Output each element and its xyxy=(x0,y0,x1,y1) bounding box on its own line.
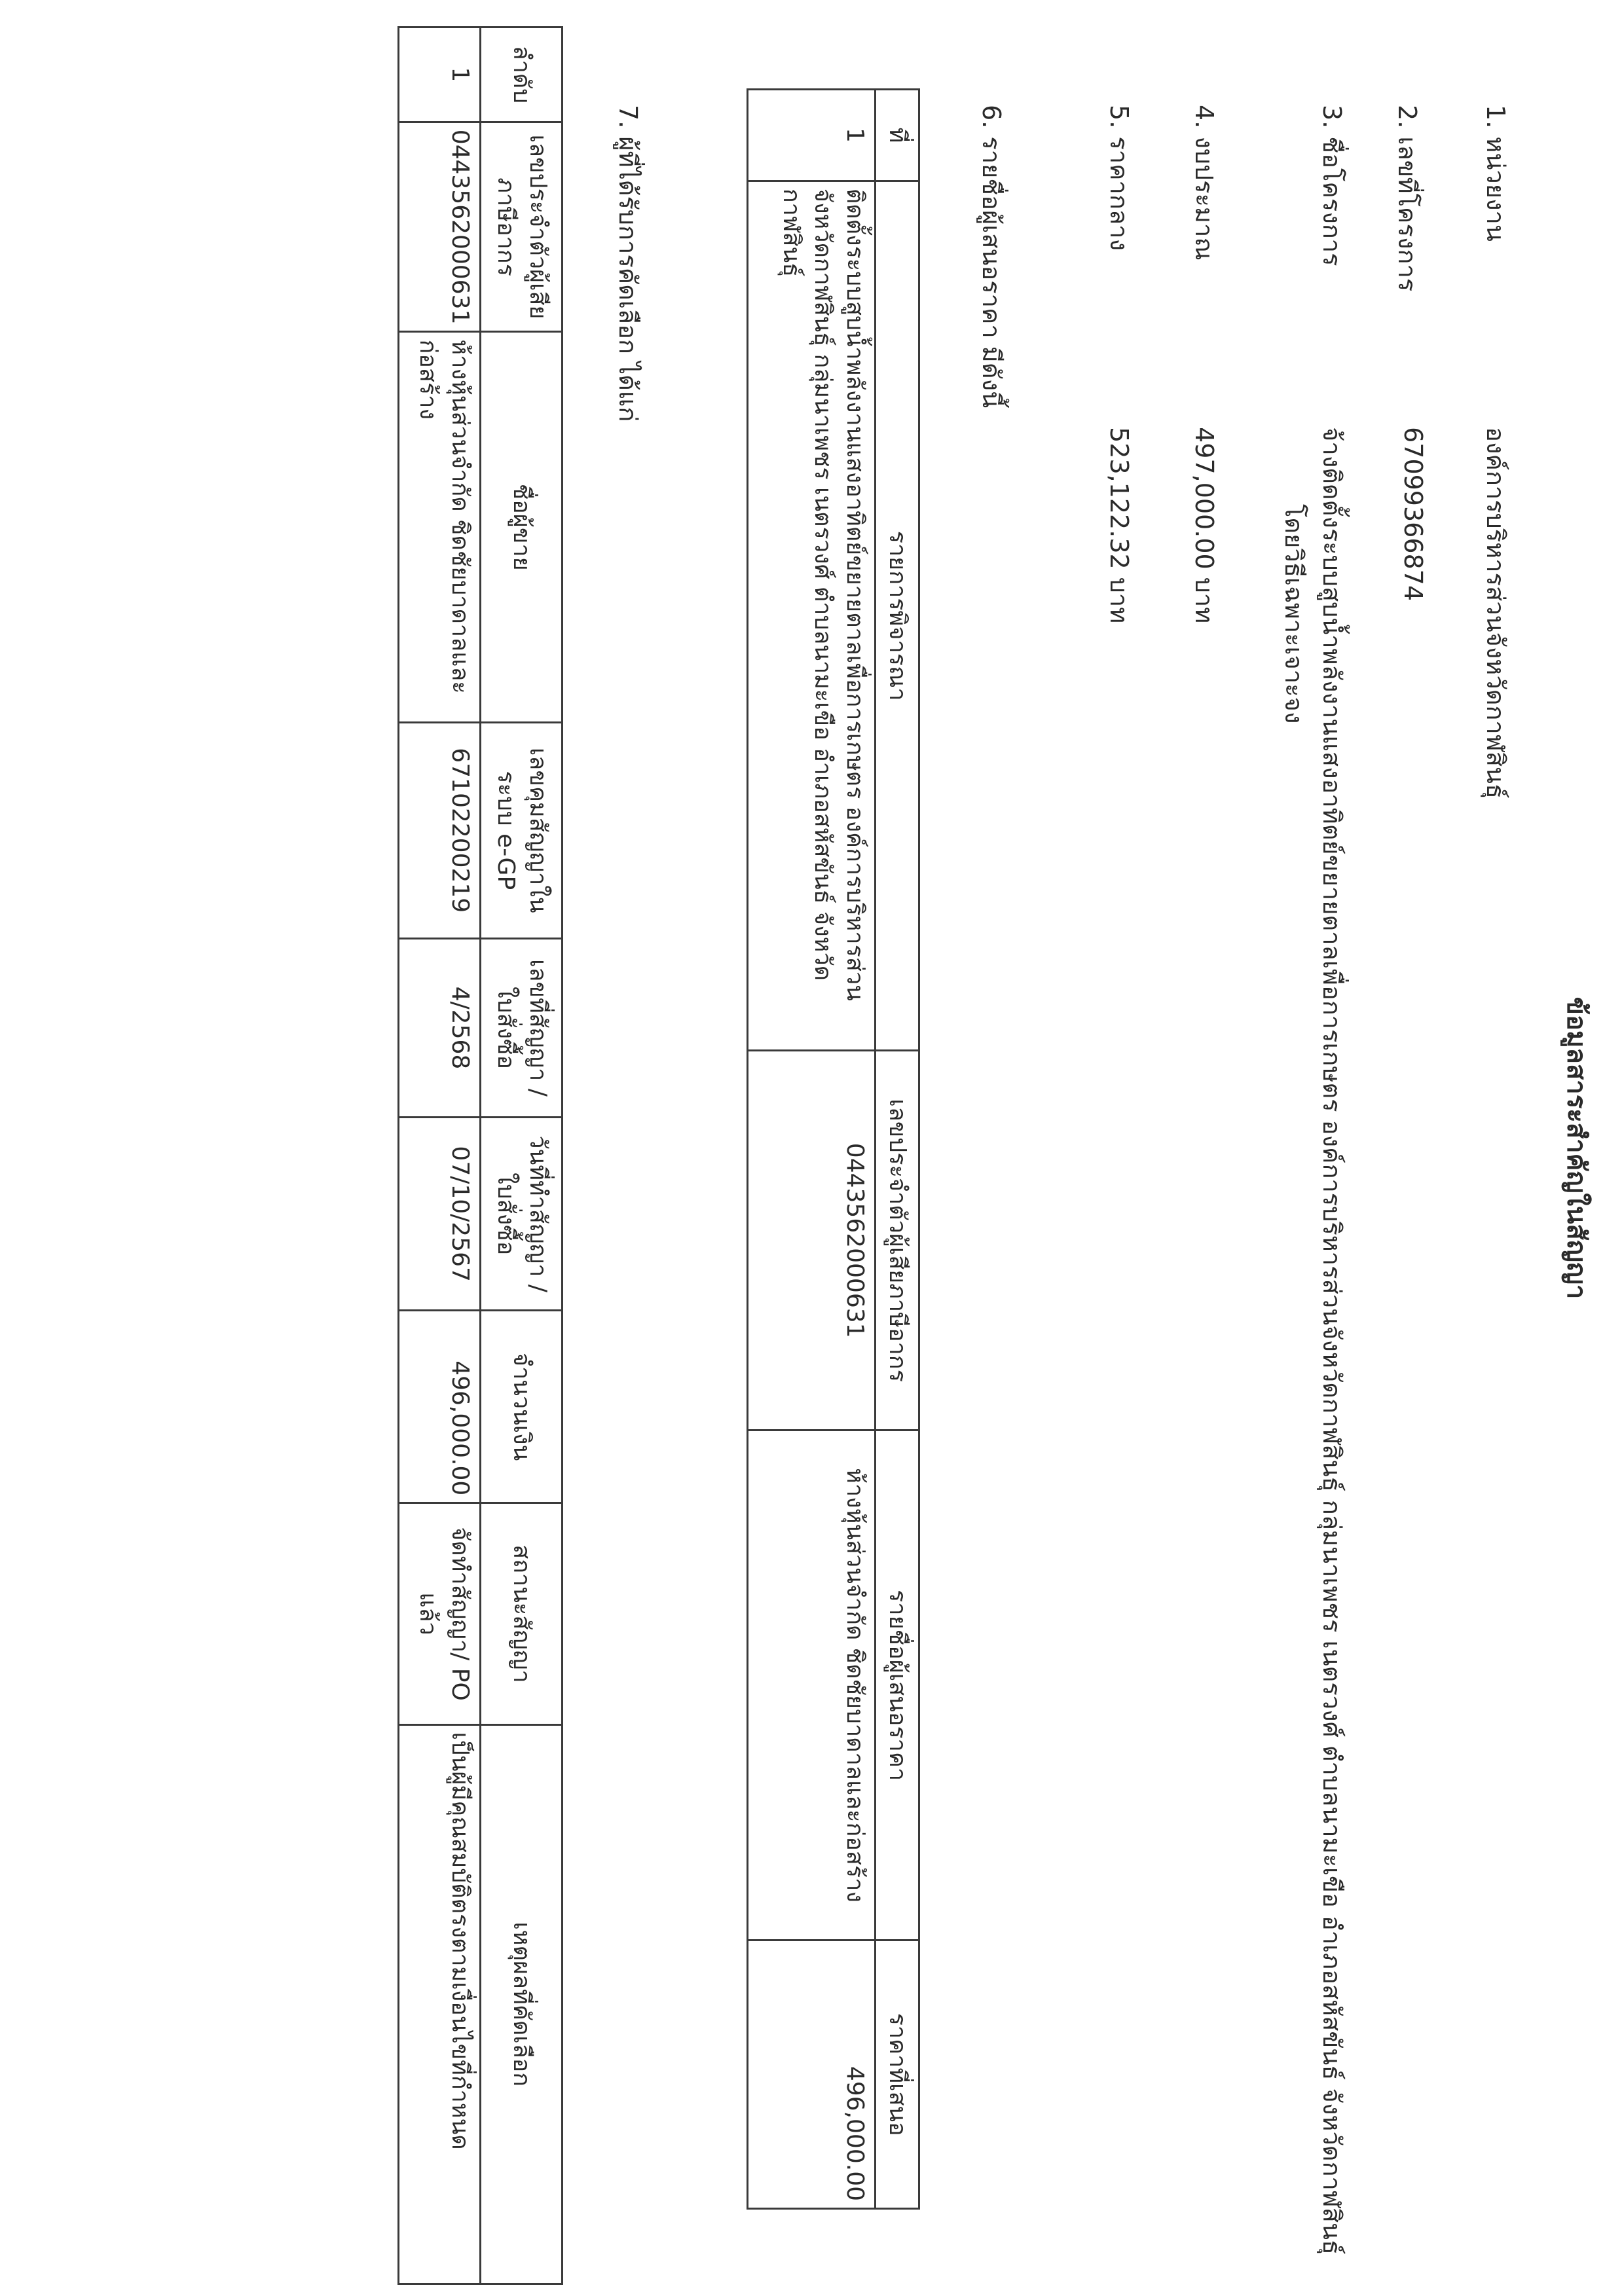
header-cell: รายการพิจารณา xyxy=(876,181,919,1050)
budget-field xyxy=(1185,105,1225,623)
header-cell: ลำดับ xyxy=(481,27,563,122)
winner-table xyxy=(397,26,563,2285)
header-cell: ราคาที่เสนอ xyxy=(876,1941,919,2209)
project-name-field xyxy=(1280,105,1352,2255)
row-tax-id: 0443562000631 xyxy=(748,1051,876,1430)
agency-value: องค์การบริหารส่วนจังหวัดกาฬสินธุ์ xyxy=(1481,427,1510,799)
row-vendor: ห้างหุ้นส่วนจำกัด ชิดชัยบาดาลและก่อสร้าง xyxy=(399,332,481,722)
header-cell: สถานะสัญญา xyxy=(481,1503,563,1724)
row-contract-number: 4/2568 xyxy=(399,938,481,1118)
header-cell: เลขที่สัญญา / ใบสั่งซื้อ xyxy=(481,938,563,1118)
header-cell: เลขประจำตัวผู้เสียภาษีอากร xyxy=(876,1051,919,1430)
budget-label: 4. งบประมาณ xyxy=(1190,105,1219,261)
project-name-label: 3. ชื่อโครงการ xyxy=(1318,105,1346,266)
procurement-method: โดยวิธีเฉพาะเจาะจง xyxy=(1280,504,1308,724)
row-amount: 496,000.00 xyxy=(399,1310,481,1503)
header-cell: วันที่ทำสัญญา / ใบสั่งซื้อ xyxy=(481,1118,563,1310)
median-price-field xyxy=(1099,105,1139,623)
header-cell: รายชื่อผู้เสนอราคา xyxy=(876,1430,919,1941)
median-price-value: 523,122.32 บาท xyxy=(1105,427,1134,624)
document-title: ข้อมูลสาระสำคัญในสัญญา xyxy=(1561,996,1591,1300)
row-status: จัดทำสัญญา/ PO แล้ว xyxy=(399,1503,481,1724)
winner-heading: 7. ผู้ที่ได้รับการคัดเลือก ได้แก่ xyxy=(614,105,642,422)
header-cell: จำนวนเงิน xyxy=(481,1310,563,1503)
row-number: 1 xyxy=(748,90,876,181)
row-item: ติดตั้งระบบสูบน้ำพลังงานแสงอาทิตย์ขยายตาลเพื่อการเกษตร องค์การบริหารส่วนจังหวัดกาฬสินธุ์ กลุ่มนาเพชร เนตรวงศ์ ตำบลนามะเขือ อำเภอสหัสขันธ์ จังหวัดกาฬสินธุ์ xyxy=(748,181,876,1050)
table-header-row xyxy=(876,90,919,2209)
project-number-field xyxy=(1388,105,1428,601)
project-number-label: 2. เลขที่โครงการ xyxy=(1393,105,1422,292)
table-header-row xyxy=(481,27,563,2284)
row-egp-number: 67102200219 xyxy=(399,722,481,938)
row-bidder: ห้างหุ้นส่วนจำกัด ชิดชัยบาดาลและก่อสร้าง xyxy=(748,1430,876,1941)
budget-value: 497,000.00 บาท xyxy=(1190,427,1219,624)
row-reason: เป็นผู้มีคุณสมบัติตรงตามเงื่อนไขที่กำหนด xyxy=(399,1724,481,2284)
project-number-value: 67099366874 xyxy=(1399,427,1428,602)
median-price-label: 5. ราคากลาง xyxy=(1105,105,1134,251)
bidder-table xyxy=(747,88,920,2210)
agency-field xyxy=(1476,105,1516,799)
agency-label: 1. หน่วยงาน xyxy=(1481,105,1510,242)
table-row xyxy=(748,90,876,2209)
header-cell: เลขคุมสัญญาในระบบ e-GP xyxy=(481,722,563,938)
bidders-heading: 6. รายชื่อผู้เสนอราคา มีดังนี้ xyxy=(977,105,1006,409)
header-cell: เลขประจำตัวผู้เสียภาษีอากร xyxy=(481,122,563,332)
header-cell: ที่ xyxy=(876,90,919,181)
row-price: 496,000.00 xyxy=(748,1941,876,2209)
row-tax-id: 0443562000631 xyxy=(399,122,481,332)
row-contract-date: 07/10/2567 xyxy=(399,1118,481,1310)
row-number: 1 xyxy=(399,27,481,122)
table-row xyxy=(399,27,481,2284)
project-name-value: จ้างติดตั้งระบบสูบน้ำพลังงานแสงอาทิตย์ขยายตาลเพื่อการเกษตร องค์การบริหารส่วนจังหวัดกาฬสินธุ์ กลุ่มนาเพชร เนตรวงศ์ ตำบลนามะเขือ อำเภอสหัสขันธ์ จังหวัดกาฬสินธุ์ xyxy=(1318,427,1346,2255)
header-cell: ชื่อผู้ขาย xyxy=(481,332,563,722)
header-cell: เหตุผลที่คัดเลือก xyxy=(481,1724,563,2284)
